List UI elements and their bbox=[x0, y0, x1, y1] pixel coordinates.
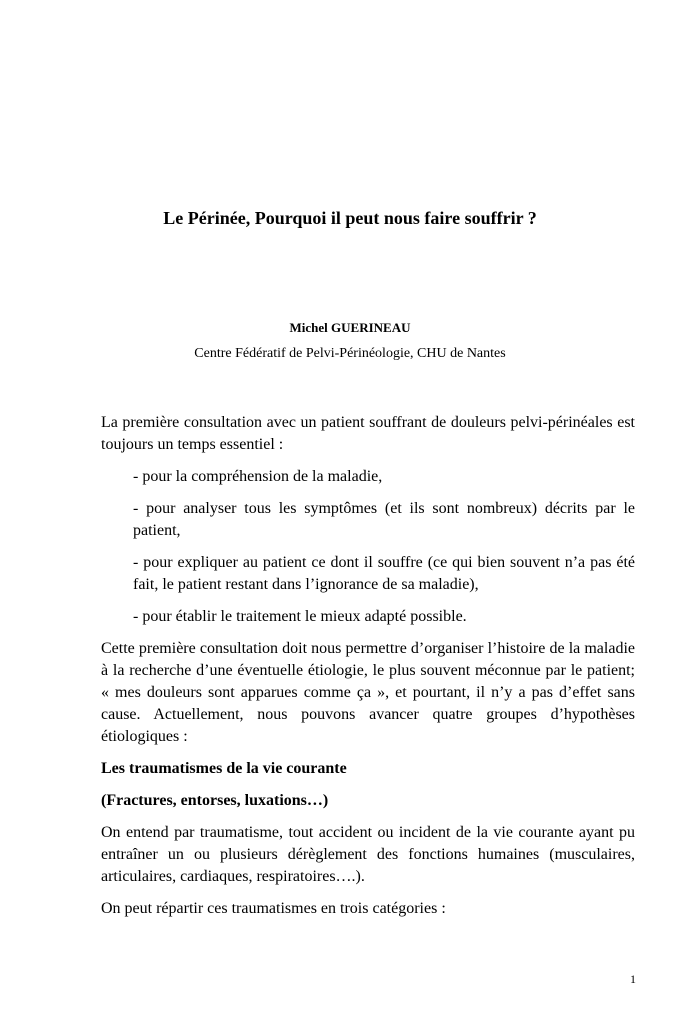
paragraph-definition: On entend par traumatisme, tout accident ou incident de la vie courante ayant pu entraîner un ou plusieurs dérèglement des fonctions humaines (musculaires, articulaires, cardiaques, respiratoires….). bbox=[101, 824, 635, 885]
list-item: - pour expliquer au patient ce dont il souffre (ce qui bien souvent n’a pas été fait, le patient restant dans l’ignorance de sa maladie), bbox=[133, 554, 635, 593]
paragraph-categories: On peut répartir ces traumatismes en trois catégories : bbox=[101, 900, 446, 917]
author-affiliation: Centre Fédératif de Pelvi-Périnéologie, CHU de Nantes bbox=[194, 346, 506, 361]
list-item: - pour la compréhension de la maladie, bbox=[133, 468, 383, 485]
page-title: Le Périnée, Pourquoi il peut nous faire souffrir ? bbox=[163, 208, 537, 228]
list-item: - pour établir le traitement le mieux adapté possible. bbox=[133, 608, 467, 625]
section-heading: Les traumatismes de la vie courante bbox=[101, 760, 347, 777]
page-number: 1 bbox=[630, 972, 636, 986]
document-body bbox=[101, 412, 635, 930]
section-subheading: (Fractures, entorses, luxations…) bbox=[101, 792, 329, 809]
list-item: - pour analyser tous les symptômes (et ils sont nombreux) décrits par le patient, bbox=[133, 500, 635, 539]
author-name: Michel GUERINEAU bbox=[289, 320, 411, 335]
purpose-list bbox=[101, 466, 635, 628]
paragraph-consultation: Cette première consultation doit nous permettre d’organiser l’histoire de la maladie à la recherche d’une éventuelle étiologie, le plus souvent méconnue par le patient; « mes douleurs sont apparues comme ça », et pourtant, il n’y a pas d’effet sans cause. Actuellement, nous pouvons avancer quatre groupes d’hypothèses étiologiques : bbox=[101, 640, 635, 745]
intro-paragraph: La première consultation avec un patient souffrant de douleurs pelvi-périnéales est toujours un temps essentiel : bbox=[101, 414, 635, 453]
